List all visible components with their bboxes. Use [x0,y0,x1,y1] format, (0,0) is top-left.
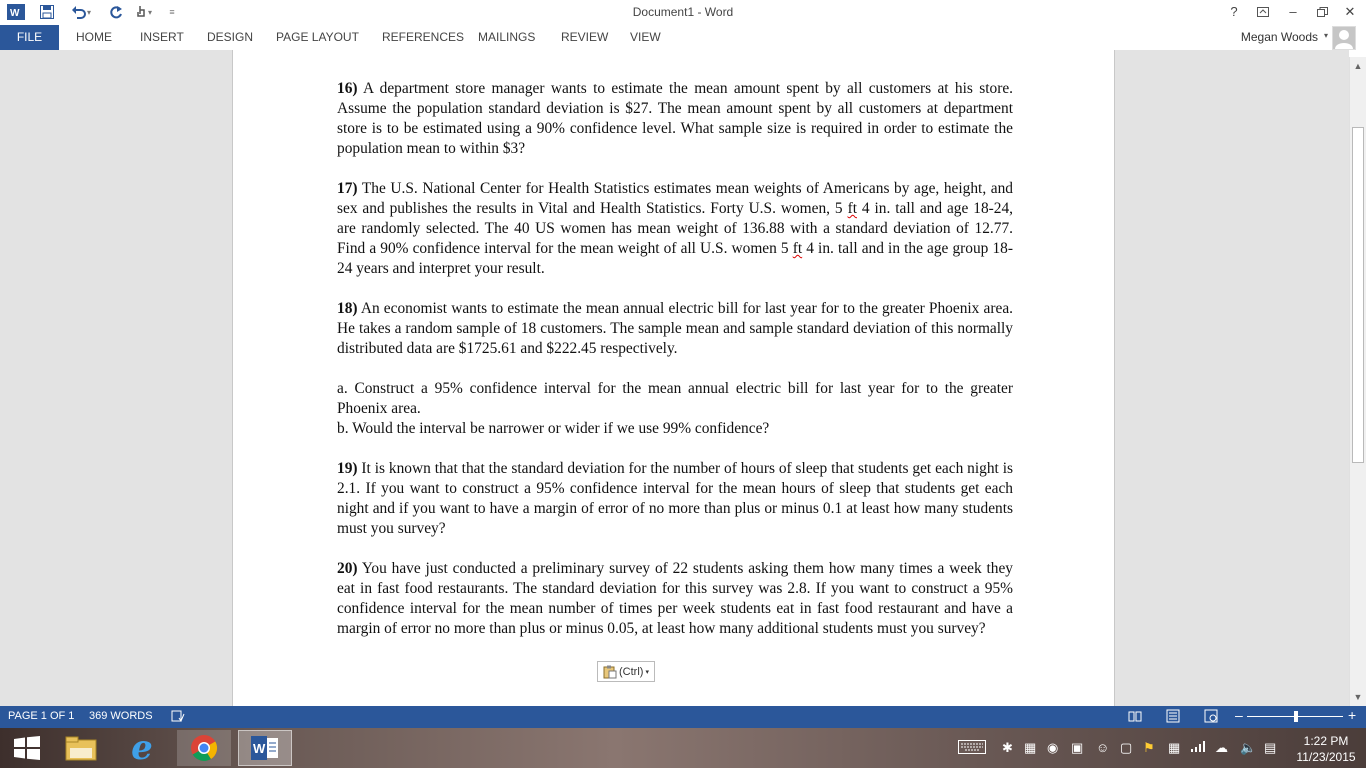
status-bar [0,706,1366,728]
question-19: 19) It is known that that the standard deviation for the number of hours of sleep that students get each night is 2.1. If you want to construct a 95% confidence interval for the mean hours of sleep that students get each night and if you want to have a margin of error of no more than plus or minus 0.1 at least how many students must you survey? [337,460,1013,537]
lock-icon[interactable]: ▢ [1120,740,1133,755]
restore-icon[interactable] [1310,2,1334,22]
tab-view[interactable]: VIEW [630,30,661,44]
question-18a: a. Construct a 95% confidence interval for the mean annual electric bill for last year for to the greater Phoenix area. [337,380,1013,417]
bluetooth-icon[interactable]: ✱ [1002,740,1013,755]
svg-text:W: W [10,8,20,19]
document-area [0,50,1349,706]
tab-design[interactable]: DESIGN [207,30,254,44]
tab-insert[interactable]: INSERT [140,30,184,44]
tab-page-layout[interactable]: PAGE LAYOUT [276,30,359,44]
chrome-icon[interactable] [177,730,231,766]
word-taskbar-icon[interactable] [238,730,292,766]
zoom-in-icon[interactable]: + [1348,707,1357,723]
touch-mode-icon[interactable]: ▾ [128,3,160,21]
clock-date: 11/23/2015 [1296,750,1356,764]
ribbon-display-options-icon[interactable] [1251,2,1275,22]
start-icon[interactable] [0,730,54,766]
system-clock[interactable] [1290,733,1362,765]
undo-icon[interactable]: ▾ [66,3,96,21]
spelling-error[interactable]: ft [847,200,857,217]
web-layout-icon[interactable] [1204,709,1218,726]
windows-flag-icon[interactable]: ▦ [1024,740,1037,755]
notification-icon[interactable]: ▤ [1264,740,1277,755]
scroll-up-icon[interactable]: ▲ [1353,61,1363,71]
document-body[interactable] [337,79,1013,659]
network-error-icon[interactable]: ▦ [1168,740,1181,755]
internet-explorer-icon[interactable]: e [131,728,153,768]
avatar[interactable] [1332,26,1356,50]
question-20: 20) You have just conducted a preliminary survey of 22 students asking them how many times a week they eat in fast food restaurants. The standard deviation for this survey was 2.8. If you want to construct a 95% confidence interval for the mean number of times per week students eat in fast food restaurant and have a margin of error no more than plus or minus 0.05, at least how many additional students must you survey? [337,560,1013,637]
tab-home[interactable]: HOME [76,30,112,44]
document-page[interactable] [232,50,1115,706]
volume-icon[interactable]: 🔈 [1240,740,1257,755]
proofing-icon[interactable] [171,710,185,725]
tab-mailings[interactable]: MAILINGS [478,30,536,44]
close-icon[interactable]: ✕ [1344,4,1356,19]
help-icon[interactable]: ? [1230,4,1238,19]
ribbon-tab-bar [0,25,1366,50]
tab-review[interactable]: REVIEW [561,30,609,44]
chevron-down-icon: ▾ [645,668,649,676]
network-app-icon[interactable]: ▣ [1071,740,1084,755]
user-tray-icon[interactable]: ☺ [1096,740,1110,755]
user-name[interactable]: Megan Woods [1240,30,1318,44]
clipboard-icon [603,665,617,679]
onedrive-icon[interactable]: ☁ [1215,740,1228,755]
customize-qat-icon[interactable]: ≡ [169,7,175,17]
minimize-icon[interactable]: – [1289,4,1297,19]
read-mode-icon[interactable] [1128,709,1142,726]
title-bar [0,0,1366,25]
print-layout-icon[interactable] [1166,709,1180,726]
word-count[interactable]: 369 WORDS [89,710,153,722]
paste-options-button[interactable]: (Ctrl) ▾ [597,661,655,682]
question-17: 17) The U.S. National Center for Health Statistics estimates mean weights of Americans by age, height, and sex and publishes the results in Vital and Health Statistics. Forty U.S. women, 5 ft 4 in. tall and age 18-24, are randomly selected. The 40 US women has mean weight of 136.88 with a standard deviation of 12.77. Find a 90% confidence interval for the mean weight of all U.S. women 5 ft 4 in. tall and in the age group 18-24 years and interpret your result. [337,180,1014,277]
clock-time: 1:22 PM [1303,734,1349,748]
tab-file[interactable]: FILE [0,25,59,50]
chevron-down-icon[interactable]: ▾ [1323,31,1328,40]
warning-flag-icon[interactable]: ⚑ [1143,740,1155,755]
zoom-slider-handle[interactable] [1294,711,1298,722]
scroll-down-icon[interactable]: ▼ [1353,692,1363,702]
app-tray-icon[interactable]: ◉ [1047,740,1059,755]
touch-keyboard-icon[interactable] [958,740,986,757]
question-16: 16) A department store manager wants to estimate the mean amount spent by all customers at his store. Assume the population standard deviation is $27. The mean amount spent by all customers at department store is to be estimated using a 90% confidence level. What sample size is required in order to estimate the population mean to within $3? [337,80,1013,157]
question-18: 18) An economist wants to estimate the mean annual electric bill for last year for to the greater Phoenix area. He takes a random sample of 18 customers. The sample mean and sample standard deviation of this normally distributed data are $1725.61 and $222.45 respectively. [337,300,1013,357]
page-count[interactable]: PAGE 1 OF 1 [8,710,75,722]
file-explorer-icon[interactable] [54,730,108,766]
spelling-error[interactable]: ft [792,240,803,257]
svg-text:W: W [253,741,266,756]
vertical-scrollbar[interactable] [1349,57,1366,706]
windows-taskbar [0,728,1366,768]
tab-references[interactable]: REFERENCES [382,30,465,44]
signal-icon[interactable] [1191,740,1207,755]
window-title: Document1 - Word [632,5,734,19]
scrollbar-thumb[interactable] [1352,127,1364,463]
question-18b: b. Would the interval be narrower or wider if we use 99% confidence? [337,420,770,437]
zoom-out-icon[interactable]: – [1235,707,1243,723]
